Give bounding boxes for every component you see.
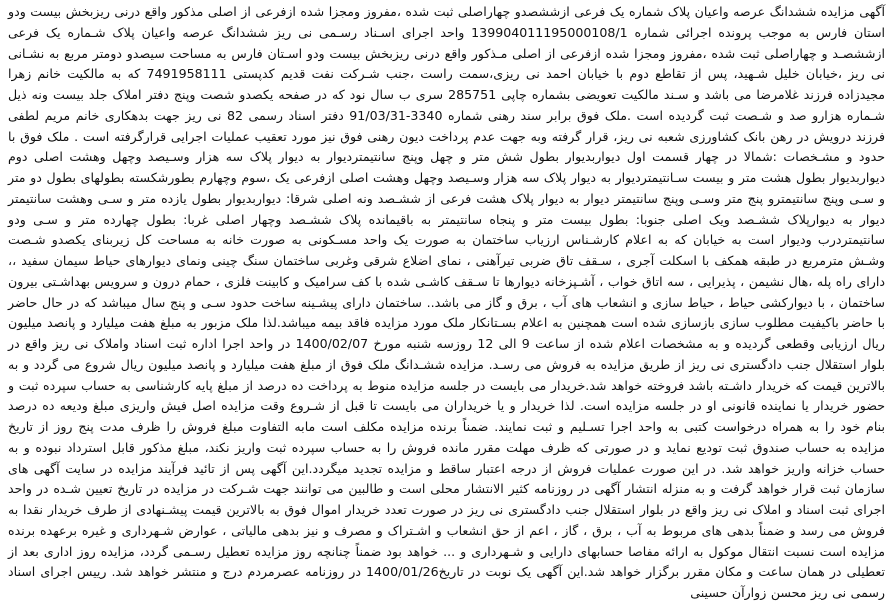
notice-body-text: آگهی مزایده ششدانگ عرصه واعیان پلاک شماره یک فرعی ازششصدو چهاراصلی ثبت شده ،مفروز ومجزا شده ازفرعی از اصلی مذکور واقع درنی ریزبخش بیست ودو استان فارس به موجب پرونده اجرائی شماره 139904011195000108/1 واحد اجرای اسـناد رسـمی نی ریز ششدانگ عرصه واعیان پلاک شـماره یک فرعی ازششصـد و چهاراصلی ثبت شده ،مفروز ومجزا شده ازفرعی از اصلی مـذکور واقع درنی ریزبخش بیست ودو اسـتان فارس به مساحت سیصدو دومتر مربع به نشـانی نی ریز ،خیابان خلیل شـهید، پس از تقاطع دوم با خیابان احمد نی ریزی،سمت راست ،جنب شـرکت نفت قدیم کدپستی 7491958111 که به مالکیت خانم زهرا مجیدزاده فرزند غلامرضا می باشد و سـند مالکیت تعویضی بشماره چاپی 285751 سری ب سال نود که در صفحه یکصدو شصت وپنج دفتر املاک جلد بیست ونه ذیل شـماره هزارو صد و شـصت ثبت گردیده است .ملک فوق برابر سند رهنی شماره 3340-91/03/31 دفتر اسناد رسمی 82 نی ریز جهت بدهکاری خانم مریم لطفی فرزند درویش در رهن بانک کشاورزی شعبه نی ریز، قرار گرفته وبه جهت عدم پرداخت دیون رهنی فوق نیز مورد تعقیب عملیات اجرایی قرارگرفته است . ملک فوق با حدود و مشـخصات :شمالا در چهار قسمت اول دیواربدیوار بطول شش متر و چهل وپنج سانتیمتردیوار به دیوار پلاک سه هزار وسـیصد وچهل وهشت اصلی دوم دیواربدیوار بطول هشت متر و بیست سـانتیمتردیوار به دیوار پلاک سه هزار وسـیصد وچهل وهشت اصلی ازفرعی یک ،سوم وچهارم بطورشکسته بطولهای بطول دو متر و سـی وپنج سانتیمترو پنج متر وسـی وپنج سانتیمتر دیوار به دیوار پلاک هشت فرعی از ششـصد ونه اصلی شرقا: دیواربدیوار بطول یازده متر و سـی وهشت سانتیمتر دیوار به دیوارپلاک ششـصد ویک اصلی جنوبا: بطول بیست متر و پنجاه سانتیمتر به باقیمانده پلاک ششـصد وچهار اصلی غربا: بطول چهارده متر و سـی ودو سانتیمتردرب ودیوار است به خیابان که به اعلام کارشـناس ارزیاب ساختمان به صورت یک واحد مسـکونی به صورت خانه به مساحت کل زیربنای یکصدو شـصت وشـش مترمربع در طبقه همکف با اسکلت آجری ، سـقف تاق ضربی تیرآهنی ، نمای اضلاع شرقی وغربی ساختمان سنگ چینی ونمای دیوارهای حیاط سیمان سفید ،، دارای راه پله ،هال نشیمن ، پذیرایی ، سه اتاق خواب ، آشـپزخانه دیوارها تا سـقف کاشـی شده با کف سرامیک و کابینت فلزی ، حمام درون و سرویس بهداشـتی بیرون ساختمان ، با دیوارکشی حیاط ، حیاط سازی و انشعاب های آب ، برق و گاز می باشد.. ساختمان دارای پیشـینه ساخت حدود سـی و پنج سال میباشد که در حال حاضر با حاضر باکیفیت مطلوب سازی بازسازی شده است همچنین به اعلام بسـتانکار ملک مورد مزایده فاقد بیمه میباشد.لذا ملک مزبور به مبلغ هفت میلیارد و پانصد میلیون ریال ارزیابی وقطعی گردیده و به مشخصات اعلام شده از ساعت 9 الی 12 روزسه شنبه مورخ 1400/02/07 در واحد اجرا اداره ثبت اسناد واملاک نی ریز واقع در بلوار استقلال جنب دادگستری نی ریز از طریق مزایده به فروش می رسـد. مزایده ششـدانگ ملک فوق از مبلغ هفت میلیارد و پانصد میلیون ریال شروع می گردد و به بالاترین قیمت که خریدار داشـته باشد فروخته خواهد شد.خریدار می بایست در جلسه مزایده منوط به پرداخت ده درصد از مبلغ پایه کارشناسی به حساب سپرده ثبت و حضور خریدار یا نماینده قانونی او در جلسه مزایده است. لذا خریدار و یا خریداران می بایست تا قبل از شـروع وقت مزایده اصل فیش واریزی مبلغ ودیعه ده درصد بنام خود را به همراه درخواست کتبی به واحد اجرا تسـلیم و ثبت نمایند. ضمناً برنده مزایده مکلف است مابه التفاوت مبلغ فروش را ظرف مدت پنج روز از تاریخ مزایده به حساب صندوق ثبت تودیع نماید و در صورتی که ظرف مهلت مقرر مانده فروش را به حساب سپرده ثبت واریز نکند، مبلغ مذکور قابل استرداد نبوده و به حساب خزانه واریز خواهد شد. در این صورت عملیات فروش از درجه اعتبار ساقط و مزایده تجدید میگردد.این آگهی پس از تائید فرآیند مزایده در سایت آگهی های سازمان ثبت قرار خواهد گرفت و به منزله انتشار آگهی در روزنامه کثیر الانتشار محلی است و طالبین می توانند جهت شـرکت در مزایده در تاریخ تعیین شـده در واحد اجرای ثبت اسناد و املاک نی ریز واقع در بلوار استقلال جنب دادگستری نی ریز در صورت تعدد خریدار اموال فوق به بالاترین قیمت پیشـنهادی از طرف خریدار نقدا به فروش می رسد و ضمناً بدهی های مربوط به آب ، برق ، گاز ، اعم از حق انشعاب و اشـتراک و مصرف و نیز بدهی مالیاتی ، عوارض شـهرداری و غیره برعهده برنده مزایده است نسبت انتقال موکول به ارائه مفاصا حسابهای دارایی و شـهرداری و ... خواهد بود ضمناً چنانچه روز مزایده تعطیل رسـمی گردد، مزایده روز اداری بعد از تعطیلی در همان ساعت و مکان مقرر برگزار خواهد شد.این آگهی یک نوبت در تاریخ1400/01/26 در روزنامه عصرمردم درج و منتشر خواهد شد. رییس اجرای اسناد رسمی نی ریز محسن زوارآن حسینی — [8, 4, 886, 600]
